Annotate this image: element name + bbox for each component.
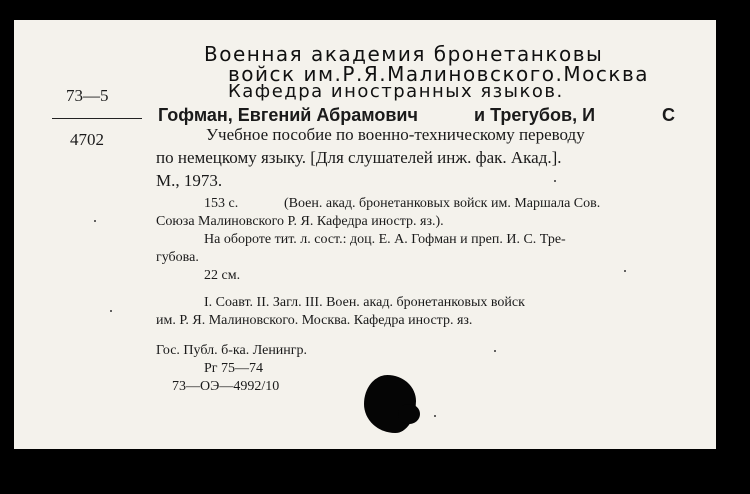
stamp-line-2: войск им.Р.Я.Малиновского.Москва: [228, 62, 649, 86]
footer-code-2: 73—ОЭ—4992/10: [172, 379, 280, 394]
speck: [94, 220, 96, 222]
note-line-1: На обороте тит. л. сост.: доц. Е. А. Гофман и преп. И. С. Тре-: [204, 232, 566, 247]
pagination: 153 с.: [204, 196, 239, 211]
speck: [494, 350, 496, 352]
footer-code-1: Рг 75—74: [204, 361, 264, 376]
title-line-2: по немецкому языку. [Для слушателей инж. фак. Акад.].: [156, 148, 562, 167]
catalog-card: [14, 20, 716, 449]
series-line-2: Союза Малиновского Р. Я. Кафедра иностр. яз.).: [156, 214, 444, 229]
coauthor-initial: С: [662, 105, 675, 125]
tracings-line-1: I. Соавт. II. Загл. III. Воен. акад. бронетанковых войск: [204, 295, 525, 310]
title-line-3: М., 1973.: [156, 171, 223, 190]
speck: [554, 180, 556, 182]
speck: [624, 270, 626, 272]
call-number-top: 73—5: [66, 86, 109, 105]
call-number-bottom: 4702: [70, 130, 104, 149]
library-name: Гос. Публ. б-ка. Ленингр.: [156, 343, 308, 358]
size: 22 см.: [204, 268, 241, 283]
coauthor-heading: и Трегубов, И: [474, 105, 596, 125]
ink-blot-drip: [398, 404, 420, 424]
author-heading: Гофман, Евгений Абрамович: [158, 105, 418, 125]
speck: [110, 310, 112, 312]
speck: [434, 415, 436, 417]
stamp-line-1: Военная академия бронетанковы: [204, 42, 604, 66]
tracings-line-2: им. Р. Я. Малиновского. Москва. Кафедра иностр. яз.: [156, 313, 473, 328]
note-line-2: губова.: [156, 250, 199, 265]
title-line-1: Учебное пособие по военно-техническому переводу: [206, 125, 585, 144]
stamp-line-3: Кафедра иностранных языков.: [228, 81, 564, 102]
call-number-divider: [52, 118, 142, 119]
series-line-1: (Воен. акад. бронетанковых войск им. Маршала Сов.: [284, 196, 601, 211]
